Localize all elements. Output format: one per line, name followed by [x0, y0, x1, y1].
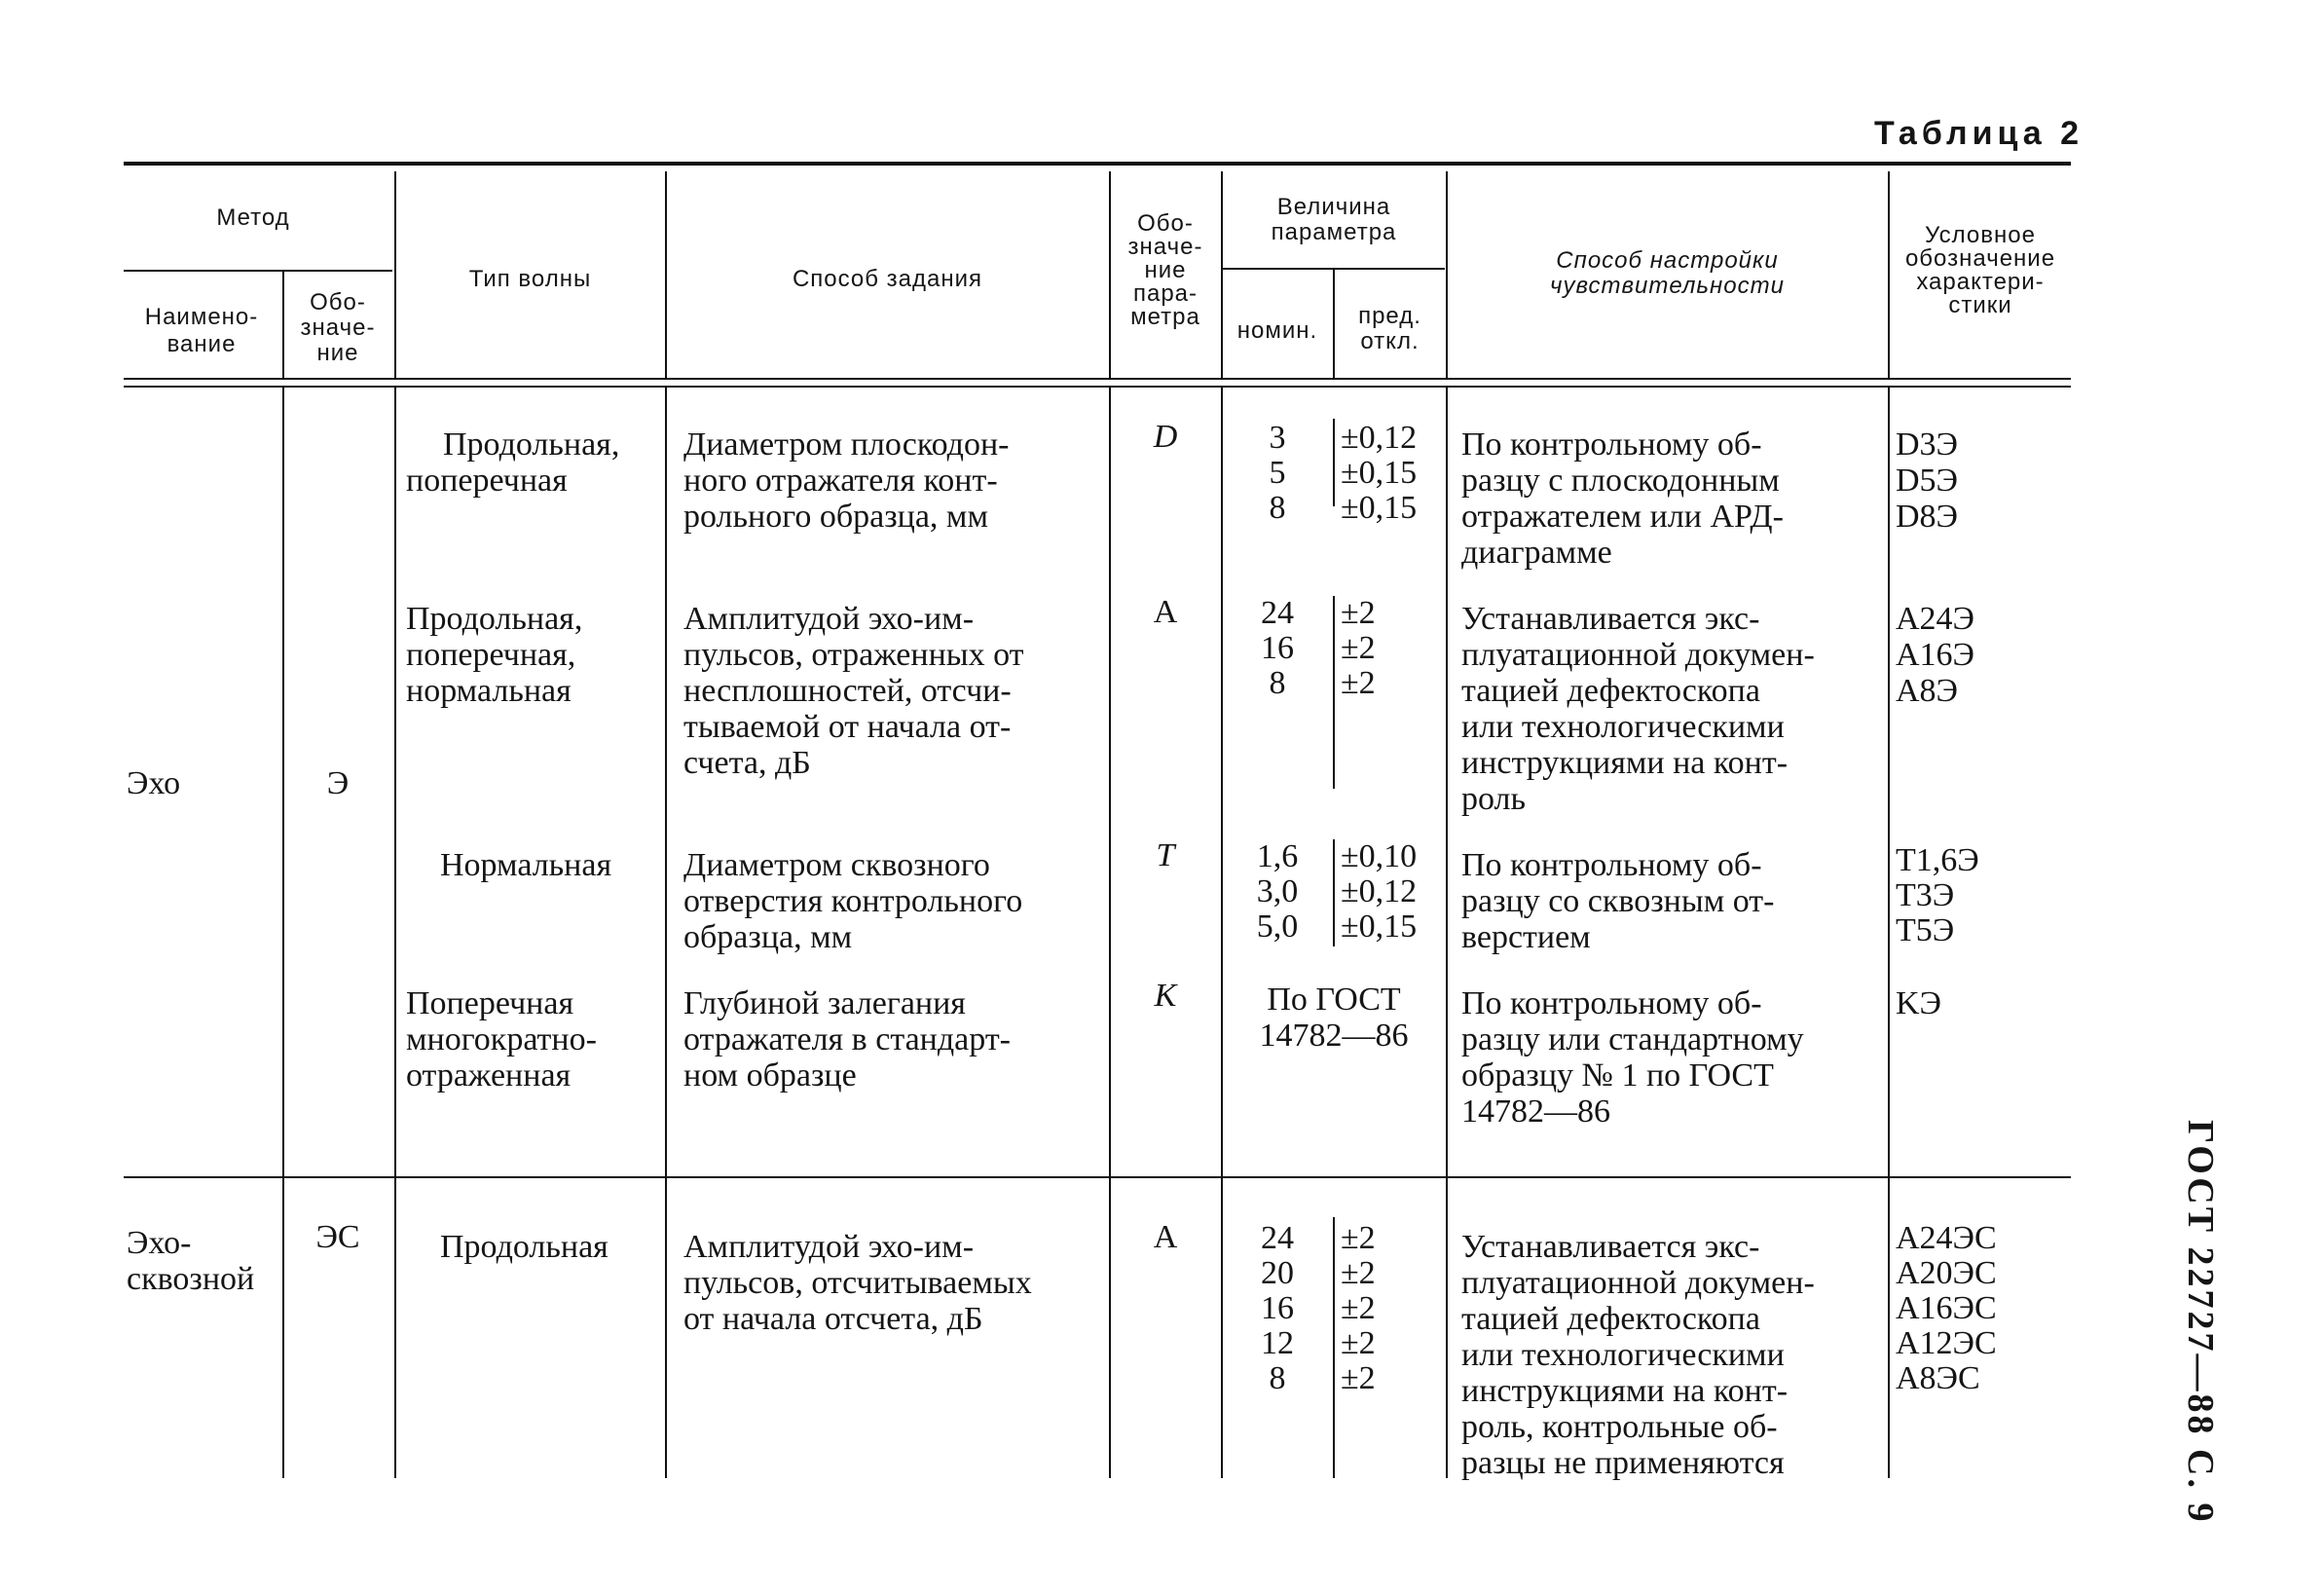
header-method: Метод: [216, 204, 290, 231]
header-param-oboz: [1111, 212, 1220, 329]
text-line: ±2: [1341, 630, 1376, 666]
text-line: значе-: [1127, 234, 1203, 260]
text-line: от начала отсчета, дБ: [683, 1301, 983, 1337]
text-line: инструкциями на конт-: [1461, 1373, 1789, 1409]
text-line: чувствительности: [1550, 273, 1785, 299]
row2-sens: [1461, 601, 1815, 817]
row2-param: A: [1153, 594, 1178, 630]
row2-cond: [1896, 601, 1974, 709]
text-line: A8ЭС: [1896, 1360, 1980, 1396]
text-line: верстием: [1461, 919, 1591, 955]
text-line: откл.: [1360, 328, 1420, 354]
text-line: ±0,15: [1341, 490, 1418, 526]
group-name-echo: Эхо: [127, 765, 181, 801]
header-wave-type: Тип волны: [468, 266, 592, 292]
text-line: образца, мм: [683, 919, 853, 955]
text-line: счета, дБ: [683, 745, 811, 781]
text-line: T1,6Э: [1896, 842, 1979, 878]
col-line-tol-body-3: [1333, 839, 1335, 946]
text-line: Продольная: [440, 1229, 609, 1265]
row2-wave: [406, 601, 582, 709]
text-line: 20: [1261, 1255, 1294, 1291]
text-line: образцу № 1 по ГОСТ: [1461, 1057, 1774, 1094]
text-line: обозначение: [1904, 245, 2056, 272]
col-line-sens-body: [1446, 388, 1448, 1478]
row4-method: [683, 985, 1011, 1094]
row1-param: D: [1153, 419, 1178, 455]
text-line: разцы не применяются: [1461, 1445, 1785, 1481]
text-line: Величина: [1276, 194, 1391, 220]
row1-cond: [1896, 426, 1958, 535]
text-line: A24ЭС: [1896, 1220, 1997, 1256]
row3-tol: [1341, 839, 1417, 945]
text-line: Диаметром плоскодон-: [683, 426, 1010, 463]
text-line: ±2: [1341, 1255, 1376, 1291]
text-line: 3: [1269, 420, 1286, 456]
text-line: Эхо-: [127, 1225, 192, 1261]
text-line: разцу с плоскодонным: [1461, 463, 1780, 499]
text-line: 14782—86: [1259, 1018, 1409, 1054]
header-value: [1223, 195, 1445, 245]
text-line: тываемой от начала от-: [683, 709, 1012, 745]
row5-sens: [1461, 1229, 1815, 1481]
text-line: T5Э: [1896, 912, 1955, 948]
text-line: ±0,10: [1341, 838, 1418, 874]
text-line: ного отражателя конт-: [683, 463, 998, 499]
row1-method: [683, 426, 1009, 535]
header-bottom-rule-2: [124, 386, 2071, 388]
row4-nom-span: [1223, 982, 1445, 1054]
text-line: D3Э: [1896, 426, 1958, 463]
text-line: стики: [1948, 292, 2012, 318]
text-line: многократно-: [406, 1021, 597, 1057]
text-line: Амплитудой эхо-им-: [683, 601, 975, 637]
header-cond: [1890, 224, 2071, 317]
text-line: 24: [1261, 1220, 1294, 1256]
row3-cond: [1896, 843, 1979, 948]
text-line: По контрольному об-: [1461, 985, 1762, 1021]
table-label: Таблица 2: [1874, 115, 2084, 152]
text-line: роль, контрольные об-: [1461, 1409, 1778, 1445]
row3-wave: [440, 847, 611, 883]
row5-nom: [1223, 1221, 1332, 1396]
text-line: 12: [1261, 1325, 1294, 1361]
row3-param: T: [1156, 837, 1175, 873]
text-line: тацией дефектоскопа: [1461, 673, 1760, 709]
text-line: отверстия контрольного: [683, 883, 1023, 919]
group-code-echo: Э: [326, 765, 350, 801]
table-top-rule: [124, 162, 2071, 166]
header-bottom-rule: [124, 378, 2071, 380]
row1-wave: [406, 426, 619, 499]
text-line: характери-: [1916, 269, 2045, 295]
text-line: 1,6: [1256, 838, 1299, 874]
col-line-tol-body-4: [1333, 1217, 1335, 1478]
text-line: вание: [166, 331, 237, 357]
col-line-tol-body-1: [1333, 419, 1335, 506]
text-line: пульсов, отсчитываемых: [683, 1265, 1032, 1301]
text-line: параметра: [1271, 219, 1397, 245]
text-line: ±2: [1341, 1290, 1376, 1326]
text-line: 8: [1269, 665, 1286, 701]
group-separator-rule: [124, 1176, 2071, 1178]
row5-method: [683, 1229, 1032, 1337]
text-line: 24: [1261, 595, 1294, 631]
text-line: или технологическими: [1461, 709, 1785, 745]
text-line: разцу или стандартному: [1461, 1021, 1804, 1057]
text-line: нормальная: [406, 673, 572, 709]
col-line-param-body: [1109, 388, 1111, 1478]
text-line: D8Э: [1896, 499, 1958, 535]
text-line: пульсов, отраженных от: [683, 637, 1024, 673]
text-line: 5: [1269, 455, 1286, 491]
text-line: Условное: [1925, 222, 2036, 248]
text-line: разцу со сквозным от-: [1461, 883, 1775, 919]
text-line: ±2: [1341, 1360, 1376, 1396]
text-line: плуатационной докумен-: [1461, 1265, 1815, 1301]
text-line: ±0,12: [1341, 420, 1418, 456]
header-method-set: Способ задания: [792, 266, 983, 292]
text-line: отражателем или АРД-: [1461, 499, 1784, 535]
text-line: инструкциями на конт-: [1461, 745, 1789, 781]
row4-sens: [1461, 985, 1804, 1130]
row3-sens: [1461, 847, 1774, 955]
text-line: ном образце: [683, 1057, 857, 1094]
text-line: D5Э: [1896, 463, 1958, 499]
row4-wave: [406, 985, 597, 1094]
text-line: ±0,15: [1341, 908, 1418, 945]
header-name: [124, 304, 279, 358]
text-line: Продольная,: [443, 426, 620, 463]
text-line: Диаметром сквозного: [683, 847, 990, 883]
group-code-echo-through: ЭС: [315, 1219, 360, 1255]
row2-method: [683, 601, 1024, 781]
row5-cond: [1896, 1221, 1997, 1396]
text-line: 14782—86: [1461, 1094, 1610, 1130]
text-line: По ГОСТ: [1267, 982, 1401, 1018]
text-line: ние: [1144, 257, 1187, 283]
text-line: тацией дефектоскопа: [1461, 1301, 1760, 1337]
text-line: Амплитудой эхо-им-: [683, 1229, 975, 1265]
row4-cond: [1896, 985, 1941, 1021]
row2-nom: [1223, 596, 1332, 701]
text-line: поперечная: [406, 463, 568, 499]
row1-tol: [1341, 421, 1417, 526]
row4-param: K: [1154, 978, 1177, 1014]
text-line: отраженная: [406, 1057, 572, 1094]
text-line: KЭ: [1896, 985, 1941, 1021]
text-line: значе-: [300, 315, 376, 341]
text-line: отражателя в стандарт-: [683, 1021, 1011, 1057]
header-oboz: [284, 290, 391, 366]
text-line: A16Э: [1896, 637, 1974, 673]
text-line: A12ЭС: [1896, 1325, 1997, 1361]
text-line: ±2: [1341, 1220, 1376, 1256]
header-tol: [1335, 304, 1445, 354]
text-line: диаграмме: [1461, 535, 1612, 571]
text-line: ±2: [1341, 595, 1376, 631]
col-line-oboz-body: [282, 388, 284, 1478]
text-line: ±0,15: [1341, 455, 1418, 491]
text-line: Продольная,: [406, 601, 583, 637]
text-line: 16: [1261, 1290, 1294, 1326]
row3-nom: [1223, 839, 1332, 945]
text-line: метра: [1130, 304, 1200, 330]
text-line: A8Э: [1896, 673, 1958, 709]
col-line-method-body: [665, 388, 667, 1478]
text-line: Наимено-: [144, 304, 259, 330]
text-line: 8: [1269, 1360, 1286, 1396]
row5-param: A: [1153, 1219, 1178, 1255]
text-line: ±0,12: [1341, 873, 1418, 909]
text-line: По контрольному об-: [1461, 426, 1762, 463]
text-line: T3Э: [1896, 877, 1955, 913]
text-line: Обо-: [310, 289, 366, 315]
text-line: 5,0: [1256, 908, 1299, 945]
text-line: пара-: [1132, 280, 1199, 307]
text-line: A24Э: [1896, 601, 1974, 637]
col-line-tol-body-2: [1333, 596, 1335, 789]
text-line: Обо-: [1137, 210, 1194, 237]
text-line: ±2: [1341, 665, 1376, 701]
text-line: По контрольному об-: [1461, 847, 1762, 883]
running-header: ГОСТ 22727—88 С. 9: [2180, 1120, 2221, 1525]
text-line: поперечная,: [406, 637, 576, 673]
col-line-cond-body: [1888, 388, 1890, 1478]
text-line: 16: [1261, 630, 1294, 666]
text-line: плуатационной докумен-: [1461, 637, 1815, 673]
text-line: сквозной: [127, 1261, 255, 1297]
row5-wave: [440, 1229, 609, 1265]
text-line: 3,0: [1256, 873, 1299, 909]
row5-tol: [1341, 1221, 1376, 1396]
text-line: Устанавливается экс-: [1461, 601, 1760, 637]
header-sens: [1448, 248, 1887, 299]
text-line: ние: [316, 340, 359, 366]
row1-nom: [1223, 421, 1332, 526]
text-line: несплошностей, отсчи-: [683, 673, 1012, 709]
text-line: рольного образца, мм: [683, 499, 988, 535]
text-line: Глубиной залегания: [683, 985, 966, 1021]
text-line: A16ЭС: [1896, 1290, 1997, 1326]
row3-method: [683, 847, 1022, 955]
header-rule-method: [124, 270, 392, 272]
text-line: роль: [1461, 781, 1527, 817]
text-line: Устанавливается экс-: [1461, 1229, 1760, 1265]
text-line: ±2: [1341, 1325, 1376, 1361]
text-line: Нормальная: [440, 847, 612, 883]
text-line: 8: [1269, 490, 1286, 526]
text-line: Поперечная: [406, 985, 574, 1021]
text-line: A20ЭС: [1896, 1255, 1997, 1291]
text-line: или технологическими: [1461, 1337, 1785, 1373]
text-line: пред.: [1358, 303, 1421, 329]
row2-tol: [1341, 596, 1376, 701]
text-line: Способ настройки: [1556, 247, 1779, 274]
group-name-echo-through: [127, 1225, 254, 1297]
row1-sens: [1461, 426, 1784, 571]
header-nom: номин.: [1236, 317, 1318, 344]
col-line-wave-body: [394, 388, 396, 1478]
